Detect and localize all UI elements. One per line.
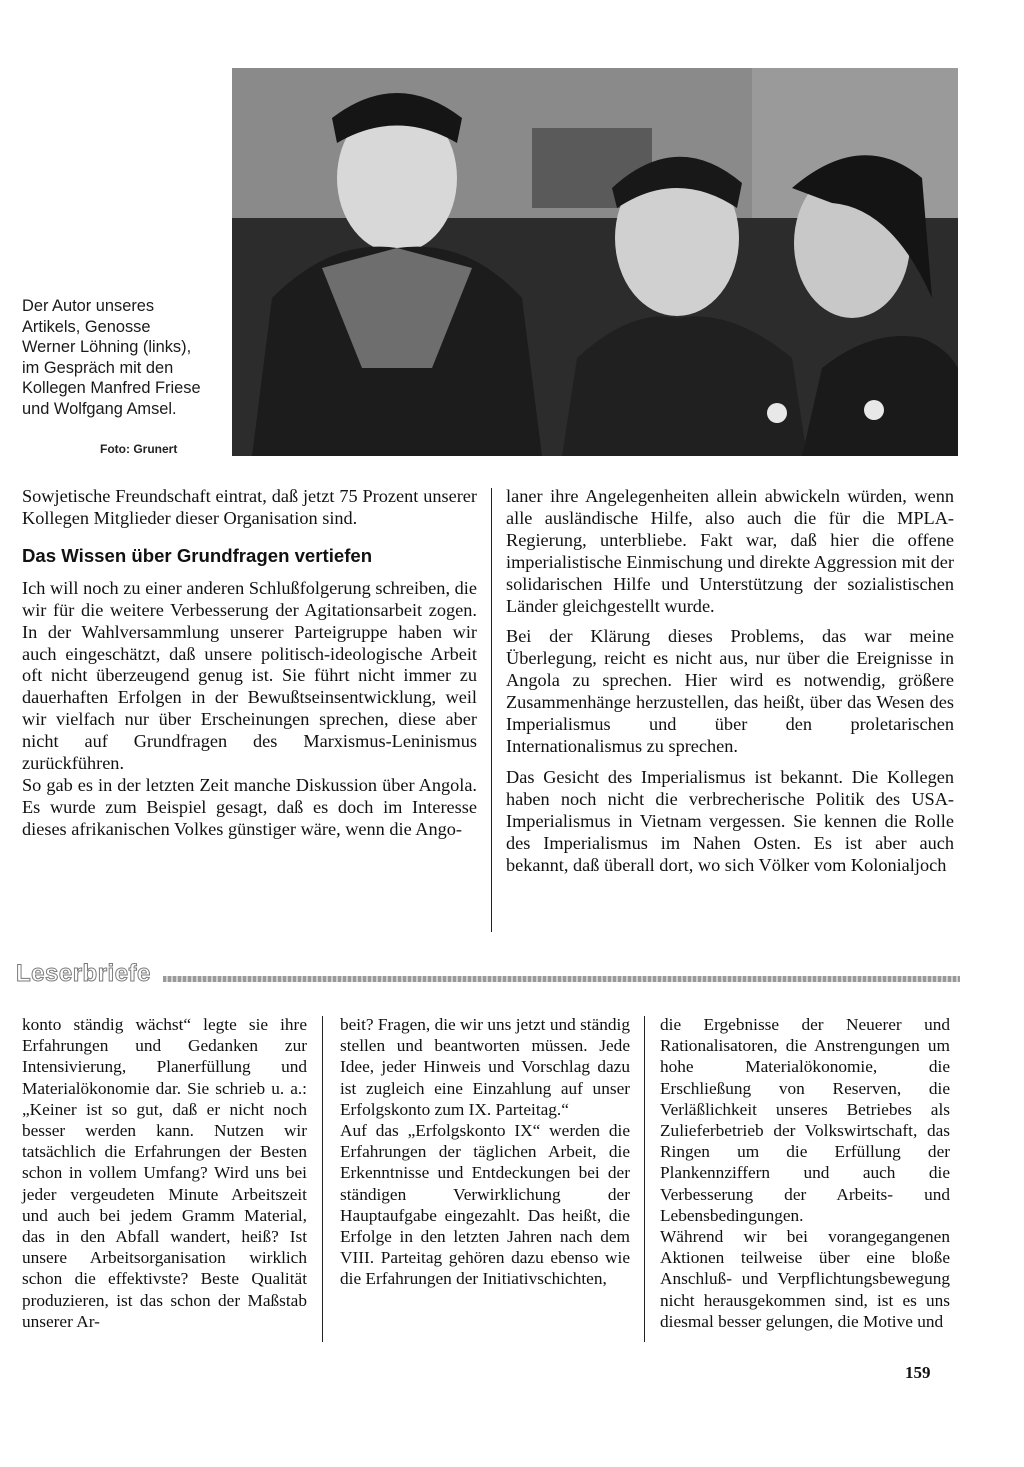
letters-column-1 (22, 1014, 307, 1332)
article-column-1 (22, 486, 477, 850)
photo-three-men-icon (232, 68, 958, 456)
leserbriefe-rule (163, 976, 960, 982)
letters-paragraph: die Ergebnisse der Neuerer und Rationalisatoren, die Anstrengungen um hohe Materialökonomie, die Erschließung von Reserven, die Verläßlichkeit unseres Betriebes als Zulieferbetrieb der Volkswirtschaft, das Ringen um die Erfüllung der Plankennziffern und auch die Verbesserung der Arbeits- und Lebensbedingungen. (660, 1015, 950, 1225)
leserbriefe-header: Leserbriefe (16, 960, 151, 987)
letters-paragraph: konto ständig wächst“ legte sie ihre Erfahrungen und Gedanken zur Intensivierung, Planerfüllung und Materialökonomie dar. Sie schrieb u. a.: „Keiner ist so gut, daß er nicht noch besser werden kann. Nutzen wir tatsächlich die Erfahrungen der Besten schon in vollem Umfang? Wird uns bei jeder vergeudeten Minute Arbeitszeit und auch bei jedem Gramm Material, das in den Abfall wandert, heiß? Ist unsere Arbeitsorganisation wirklich schon die effektivste? Beste Qualität produzieren, ist das schon der Maßstab unserer Ar- (22, 1015, 307, 1331)
article-paragraph: So gab es in der letzten Zeit manche Diskussion über Angola. Es wurde zum Beispiel gesagt, daß es doch im Interesse dieses afrikanischen Volkes günstiger wäre, wenn die Ango- (22, 774, 477, 839)
letters-paragraph: beit? Fragen, die wir uns jetzt und ständig stellen und beantworten müssen. Jede Idee, jeder Hinweis und Vorschlag dazu ist zugleich eine Einzahlung auf unser Erfolgskonto zum IX. Parteitag.“ (340, 1015, 630, 1119)
page-number: 159 (905, 1363, 931, 1382)
section-heading: Das Wissen über Grundfragen vertiefen (22, 544, 373, 566)
article-intro: Sowjetische Freundschaft eintrat, daß jetzt 75 Prozent unserer Kollegen Mitglieder dieser Organisation sind. (22, 486, 477, 528)
column-divider (644, 1016, 645, 1342)
letters-column-3 (660, 1014, 950, 1332)
article-paragraph: Bei der Klärung dieses Problems, das war meine Überlegung, reicht es nicht aus, nur über die Ereignisse in Angola zu sprechen. Hier wird es notwendig, größere Zusammenhänge herzustellen, das heißt, über das Wesen des Imperialismus und über den proletarischen Internationalismus zu sprechen. (506, 626, 954, 756)
article-paragraph: laner ihre Angelegenheiten allein abwickeln würden, wenn alle ausländische Hilfe, also auch die für die MPLA-Regierung, unterbliebe. Fakt war, daß hier die offene imperialistische Einmischung und direkte Aggression mit der solidarischen Hilfe und Unterstützung der sozialistischen Länder gleichgestellt wurde. (506, 486, 954, 616)
column-divider (322, 1016, 323, 1342)
letters-column-2 (340, 1014, 630, 1290)
column-divider (491, 488, 492, 932)
letters-paragraph: Auf das „Erfolgskonto IX“ werden die Erfahrungen der täglichen Arbeit, die Erkenntnisse und Entdeckungen bei der ständigen Verwirklichung der Hauptaufgabe eingezahlt. Das heißt, die Erfolge in den letzten Jahren nach dem VIII. Parteitag gehören dazu ebenso wie die Erfahrungen der Initiativschichten, (340, 1121, 630, 1289)
photo-caption: Der Autor unseres Artikels, Genosse Werner Löhning (links), im Gespräch mit den Kollegen Manfred Friese und Wolfgang Amsel. (22, 297, 201, 418)
article-column-2 (506, 486, 954, 885)
article-paragraph: Ich will noch zu einer anderen Schlußfolgerung schreiben, die wir für die weitere Verbesserung der Agitationsarbeit zogen. In der Wahlversammlung unserer Parteigruppe haben wir auch eingeschätzt, daß unsere politisch-ideologische Arbeit oft nicht überzeugend genug ist. Sie führt nicht immer zu dauerhaften Erfolgen in der Bewußtseinsentwicklung, weil wir vielfach nur über Erscheinungen sprechen, diese aber nicht auf Grundfragen des Marxismus-Leninismus zurückführen. (22, 577, 477, 774)
article-photo (232, 68, 958, 456)
letters-paragraph: Während wir bei vorangegangenen Aktionen teilweise über eine bloße Anschluß- und Verpflichtungsbewegung nicht herausgekommen sind, ist es uns diesmal besser gelungen, die Motive und (660, 1227, 950, 1331)
article-paragraph: Das Gesicht des Imperialismus ist bekannt. Die Kollegen haben noch nicht die verbrecherische Politik des USA-Imperialismus in Vietnam vergessen. Sie kennen die Rolle des Imperialismus im Nahen Osten. Es ist aber auch bekannt, daß überall dort, wo sich Völker vom Kolonialjoch (506, 766, 954, 875)
photo-credit: Foto: Grunert (100, 442, 178, 456)
